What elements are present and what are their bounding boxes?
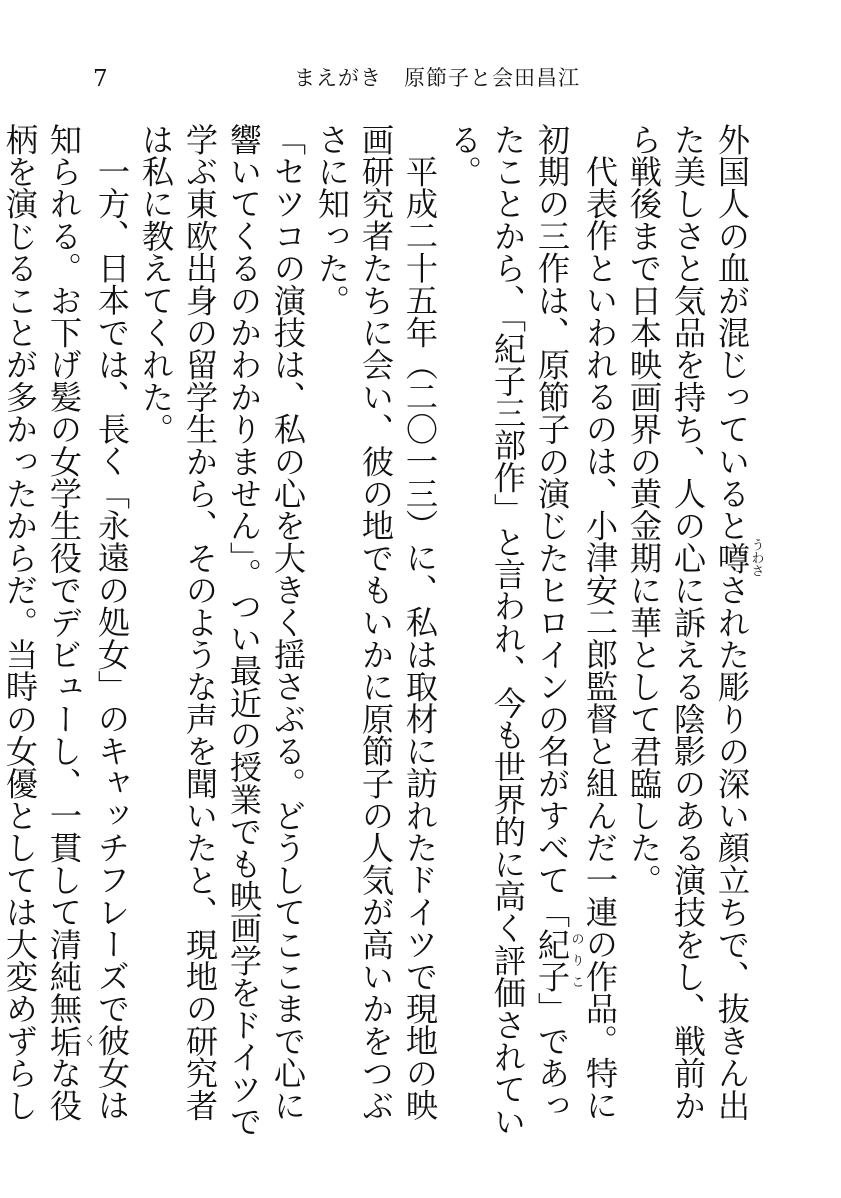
paragraph-5-text-a: 一方、日本では、長く「永遠の処女」のキャッチフレーズで彼女は知られる。お下げ髪の女学生役でデビューし、一貫して清純無 [45, 123, 131, 1122]
page-number: 7 [93, 66, 108, 92]
ruby-uwasa-base: 噂 [713, 538, 751, 578]
paragraph-5 [0, 123, 134, 1143]
paragraph-2-text-a: 代表作といわれるのは、小津安二郎監督と組んだ一連の作品。特に初期の三作は、原節子の演じたヒロインの名がすべて「 [533, 123, 619, 1122]
ruby-noriko-reading: のりこ [568, 928, 584, 993]
ruby-noriko-base: 紀子 [533, 928, 571, 993]
paragraph-5-text-b: な役柄を演じることが多かったからだ。当時の女優としては大変めずらし [1, 123, 83, 1122]
running-header-title: まえがき 原節子と会田昌江 [294, 66, 580, 90]
paragraph-1-text-b: された彫りの深い顔立ちで、抜きん出た美しさと気品を持ち、人の心に訴える陰影のある演技をし、戦前から戦後まで日本映画界の黄金期に華として君臨した。 [625, 123, 751, 1122]
paragraph-4 [134, 123, 310, 1143]
paragraph-3 [310, 123, 442, 1143]
ruby-ku-base: 垢 [45, 1024, 83, 1057]
ruby-ku-reading: く [80, 1024, 96, 1057]
paragraph-2 [442, 123, 622, 1143]
paragraph-4-text: 「セツコの演技は、私の心を大きく揺さぶる。どうしてここまで心に響いてくるのかわかりません」。つい最近の授業でも映画学をドイツで学ぶ東欧出身の留学生から、そのような声を聞いたと、現地の研究者は私に教えてくれた。 [137, 123, 307, 1138]
paragraph-1-text-a: 外国人の血が混じっていると [713, 123, 751, 542]
ruby-uwasa-reading: うわさ [748, 538, 764, 578]
paragraph-1 [622, 123, 763, 1143]
paragraph-2-text-b: 」であったことから、「紀子三部作」と言われ、今も世界的に高く評価されている。 [445, 123, 571, 1138]
ruby-uwasa [713, 538, 764, 578]
paragraph-3-text: 平成二十五年（二〇一三）に、私は取材に訪れたドイツで現地の映画研究者たちに会い、彼の地でもいかに原節子の人気が高いかをつぶさに知った。 [313, 123, 439, 1122]
ruby-noriko [533, 928, 584, 993]
ruby-ku [45, 1024, 96, 1057]
vertical-body-text [0, 123, 763, 1143]
